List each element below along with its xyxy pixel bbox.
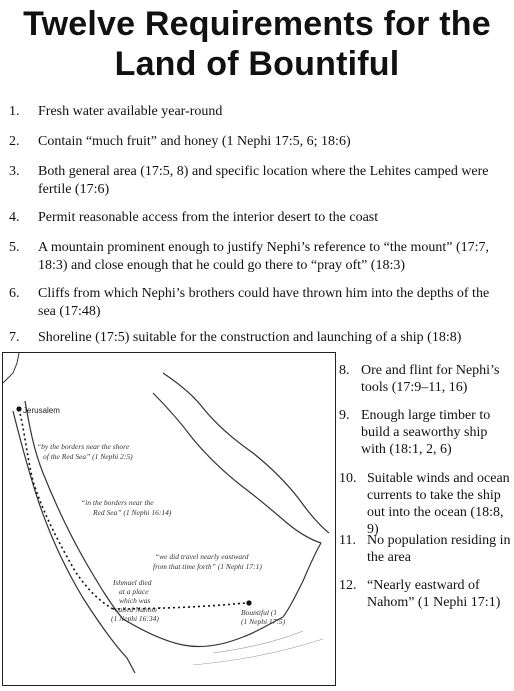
requirement-number: 5. [9,240,20,255]
arabia-route-map [2,352,336,686]
bountiful-label-line-1: Bountiful (1 [241,608,278,617]
mediterranean-coast [3,353,19,383]
eastward-label-line-2: from that time forth” (1 Nephi 17:1) [153,562,262,571]
requirement-text: Contain “much fruit” and honey (1 Nephi 17:5, 6; 18:6) [38,134,351,149]
requirement-number: 6. [9,286,20,301]
red-sea-label-line-2: of the Red Sea” (1 Nephi 2:5) [43,452,133,461]
requirement-text: Fresh water available year-round [38,104,223,119]
requirement-text: Shoreline (17:5) suitable for the construction and launching of a ship (18:8) [38,330,462,345]
nahom-label-line-3: which was [119,596,151,605]
requirement-text: “Nearly eastward of Nahom” (1 Nephi 17:1) [367,578,501,610]
requirement-number: 8. [339,363,350,378]
requirement-text: Cliffs from which Nephi’s brothers could have thrown him into the depths of the sea (17:48) [38,286,490,319]
requirement-text: A mountain prominent enough to justify Nephi’s reference to “the mount” (17:7, 18:3) and close enough that he could go there to “pray oft” (18:3) [38,240,490,273]
borders-label-line-2: Red Sea” (1 Nephi 16:14) [93,508,172,517]
requirement-number: 9. [339,408,350,423]
requirement-text: Suitable winds and ocean currents to take the ship out into the ocean (18:8, 9) [367,471,510,537]
requirement-number: 11. [339,533,356,548]
sea-shading [193,631,323,665]
eastward-label-line-1: “we did travel nearly eastward [155,552,249,561]
requirement-number: 3. [9,164,20,179]
persian-gulf-south-coast [153,393,321,543]
requirement-number: 1. [9,104,20,119]
nahom-label-line-1: Ishmael died [113,578,152,587]
requirement-number: 10. [339,471,357,486]
requirement-text: Permit reasonable access from the interior desert to the coast [38,210,379,225]
requirement-text: No population residing in the area [367,533,511,565]
oman-coast [283,543,321,617]
requirement-number: 7. [9,330,20,345]
map-drawing [3,353,335,685]
nahom-label-line-4: called Nahom” [115,605,162,614]
nahom-label-line-5: (1 Nephi 16:34) [111,614,159,623]
requirement-text: Ore and flint for Nephi’s tools (17:9–11, 16) [361,363,500,395]
requirement-number: 2. [9,134,20,149]
bountiful-marker [246,600,251,605]
requirement-text: Enough large timber to build a seaworthy ship with (18:1, 2, 6) [361,408,491,457]
nahom-label-line-2: at a place [119,587,149,596]
jerusalem-label: Jerusalem [23,406,60,415]
title-line-1: Twelve Requirements for the [23,5,491,43]
page-title [0,4,514,84]
bountiful-label-line-2: (1 Nephi 17:5) [241,617,286,626]
requirement-number: 12. [339,578,357,593]
red-sea-label-line-1: “by the borders near the shore [37,442,130,451]
borders-label-line-1: “in the borders near the [81,498,154,507]
requirement-number: 4. [9,210,20,225]
title-line-2: Land of Bountiful [114,45,400,83]
requirement-text: Both general area (17:5, 8) and specific location where the Lehites camped were fertile (17:6) [38,164,489,197]
persian-gulf-north-coast [163,373,329,533]
jerusalem-marker [16,406,21,411]
